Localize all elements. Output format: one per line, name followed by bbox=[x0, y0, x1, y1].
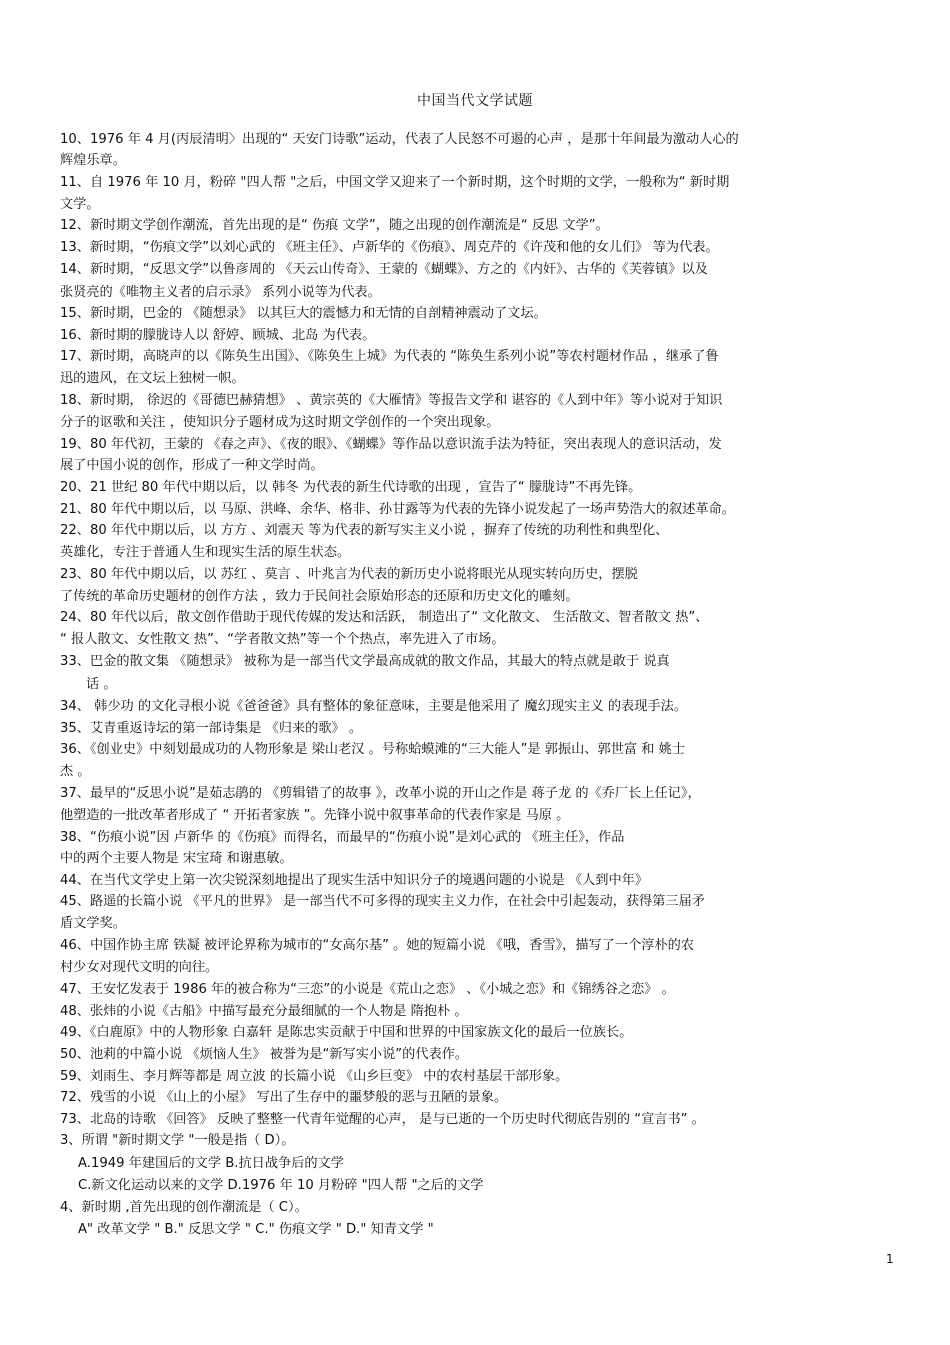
text-line: 47、王安忆发表于 1986 年的被合称为“三恋”的小说是《荒山之恋》 、《小城之恋》和《锦绣谷之恋》 。 bbox=[60, 982, 675, 997]
text-line: 话 。 bbox=[86, 677, 117, 692]
text-line: 36、《创业史》中刻划最成功的人物形象是 梁山老汉 。号称蛤蟆滩的“三大能人”是 郭振山、郭世富 和 姚士 bbox=[60, 742, 686, 757]
text-line: 15、新时期，巴金的 《随想录》 以其巨大的震憾力和无情的自剖精神震动了文坛。 bbox=[60, 306, 547, 321]
text-line: 了传统的革命历史题材的创作方法 ，致力于民间社会原始形态的还原和历史文化的雕刻。 bbox=[60, 589, 579, 604]
text-line: 14、新时期，“反思文学”以鲁彦周的 《天云山传奇》、王蒙的《蝴蝶》、方之的《内奸》、古华的《芙蓉镇》以及 bbox=[60, 262, 708, 277]
text-line: 3、所谓 "新时期文学 "一般是指（ D）。 bbox=[60, 1133, 295, 1148]
text-line: 45、路遥的长篇小说 《平凡的世界》 是一部当代不可多得的现实主义力作，在社会中引起轰动，获得第三届矛 bbox=[60, 894, 705, 909]
text-line: 37、最早的“反思小说”是茹志鹃的 《剪辑错了的故事 》，改革小说的开山之作是 蒋子龙 的《乔厂长上任记》， bbox=[60, 786, 701, 801]
text-line: 19、80 年代初，王蒙的 《春之声》、《夜的眼》、《蝴蝶》等作品以意识流手法为特征，突出表现人的意识活动，发 bbox=[60, 437, 722, 452]
text-line: “ 报人散文、女性散文 热”、“学者散文热”等一个个热点，率先进入了市场。 bbox=[60, 632, 505, 647]
text-line: 展了中国小说的创作，形成了一种文学时尚。 bbox=[60, 458, 324, 473]
text-line: 张贤亮的《唯物主义者的启示录》 系列小说等为代表。 bbox=[60, 285, 381, 300]
page-title: 中国当代文学试题 bbox=[417, 93, 533, 109]
text-line: 中的两个主要人物是 宋宝琦 和谢惠敏。 bbox=[60, 851, 293, 866]
text-line: 38、“伤痕小说”因 卢新华 的《伤痕》而得名，而最早的“伤痕小说”是刘心武的 《班主任》，作品 bbox=[60, 830, 625, 845]
text-line: 分子的讴歌和关注 ，使知识分子题材成为这时期文学创作的一个突出现象。 bbox=[60, 415, 500, 430]
text-line: 23、80 年代中期以后，以 苏红 、莫言 、叶兆言为代表的新历史小说将眼光从现实转向历史，摆脱 bbox=[60, 567, 638, 582]
text-line: 迅的遗风，在文坛上独树一帜。 bbox=[60, 371, 245, 386]
text-line: 21、80 年代中期以后，以 马原、洪峰、余华、格非、孙甘露等为代表的先锋小说发起了一场声势浩大的叙述革命。 bbox=[60, 502, 735, 517]
text-line: 59、刘雨生、李月辉等都是 周立波 的长篇小说 《山乡巨变》 中的农村基层干部形象。 bbox=[60, 1069, 569, 1084]
text-line: 13、新时期，“伤痕文学”以刘心武的 《班主任》、卢新华的《伤痕》、周克芹的《许茂和他的女儿们》 等为代表。 bbox=[60, 240, 719, 255]
text-line: A" 改革文学 " B." 反思文学 " C." 伤痕文学 " D." 知青文学 " bbox=[78, 1222, 434, 1237]
text-line: 英雄化，专注于普通人生和现实生活的原生状态。 bbox=[60, 545, 351, 560]
text-line: 22、80 年代中期以后，以 方方 、刘震天 等为代表的新写实主义小说 ，摒弃了传统的功利性和典型化、 bbox=[60, 523, 669, 538]
text-line: 辉煌乐章。 bbox=[60, 153, 126, 168]
text-line: 44、在当代文学史上第一次尖锐深刻地提出了现实生活中知识分子的境遇问题的小说是 《人到中年》 bbox=[60, 873, 649, 888]
text-line: 17、新时期，高晓声的以《陈奂生出国》、《陈奂生上城》为代表的 “陈奂生系列小说”等农村题材作品 ，继承了鲁 bbox=[60, 349, 719, 364]
text-line: 35、艾青重返诗坛的第一部诗集是 《归来的歌》 。 bbox=[60, 721, 363, 736]
text-line: 文学。 bbox=[60, 197, 100, 212]
text-line: 12、新时期文学创作潮流，首先出现的是“ 伤痕 文学”，随之出现的创作潮流是“ 反思 文学”。 bbox=[60, 218, 609, 233]
text-line: 33、巴金的散文集 《随想录》 被称为是一部当代文学最高成就的散文作品，其最大的特点就是敢于 说真 bbox=[60, 654, 670, 669]
text-line: 盾文学奖。 bbox=[60, 916, 126, 931]
text-line: A.1949 年建国后的文学 B.抗日战争后的文学 bbox=[78, 1156, 344, 1171]
text-line: 他塑造的一批改革者形成了 “ 开拓者家族 ”。先锋小说中叙事革命的代表作家是 马原 。 bbox=[60, 808, 570, 823]
text-line: 10、1976 年 4 月(丙辰清明〉出现的“ 天安门诗歌”运动，代表了人民怒不可遏的心声 ，是那十年间最为激动人心的 bbox=[60, 132, 739, 147]
text-line: 村少女对现代文明的向往。 bbox=[60, 960, 219, 975]
text-line: C.新文化运动以来的文学 D.1976 年 10 月粉碎 "四人帮 "之后的文学 bbox=[78, 1178, 484, 1193]
text-line: 73、北岛的诗歌 《回答》 反映了整整一代青年觉醒的心声， 是与已逝的一个历史时代彻底告别的 “宣言书” 。 bbox=[60, 1112, 705, 1127]
text-line: 48、张炜的小说《古船》中描写最充分最细腻的一个人物是 隋抱朴 。 bbox=[60, 1004, 468, 1019]
text-line: 72、残雪的小说 《山上的小屋》 写出了生存中的噩梦般的恶与丑陋的景象。 bbox=[60, 1090, 508, 1105]
text-line: 50、池莉的中篇小说 《烦恼人生》 被誉为是“新写实小说”的代表作。 bbox=[60, 1047, 469, 1062]
text-line: 34、 韩少功 的文化寻根小说《爸爸爸》具有整体的象征意味，主要是他采用了 魔幻现实主义 的表现手法。 bbox=[60, 699, 687, 714]
text-line: 24、80 年代以后，散文创作借助于现代传媒的发达和活跃， 制造出了“ 文化散文、 生活散文、智者散文 热”、 bbox=[60, 610, 709, 625]
text-line: 11、自 1976 年 10 月，粉碎 "四人帮 "之后，中国文学又迎来了一个新时期，这个时期的文学，一般称为“ 新时期 bbox=[60, 175, 730, 190]
page-number: 1 bbox=[886, 1252, 894, 1266]
text-line: 46、中国作协主席 铁凝 被评论界称为城市的“女高尔基” 。她的短篇小说 《哦，香雪》，描写了一个淳朴的农 bbox=[60, 938, 695, 953]
text-line: 杰 。 bbox=[60, 764, 91, 779]
text-line: 18、新时期， 徐迟的《哥德巴赫猜想》 、黄宗英的《大雁情》等报告文学和 谌容的《人到中年》等小说对于知识 bbox=[60, 393, 723, 408]
text-line: 49、《白鹿原》中的人物形象 白嘉轩 是陈忠实贡献于中国和世界的中国家族文化的最后一位族长。 bbox=[60, 1025, 633, 1040]
text-line: 16、新时期的朦胧诗人以 舒婷、顾城、北岛 为代表。 bbox=[60, 328, 376, 343]
text-line: 20、21 世纪 80 年代中期以后，以 韩冬 为代表的新生代诗歌的出现 ，宣告了“ 朦胧诗”不再先锋。 bbox=[60, 480, 642, 495]
text-line: 4、新时期 ,首先出现的创作潮流是（ C）。 bbox=[60, 1200, 308, 1215]
